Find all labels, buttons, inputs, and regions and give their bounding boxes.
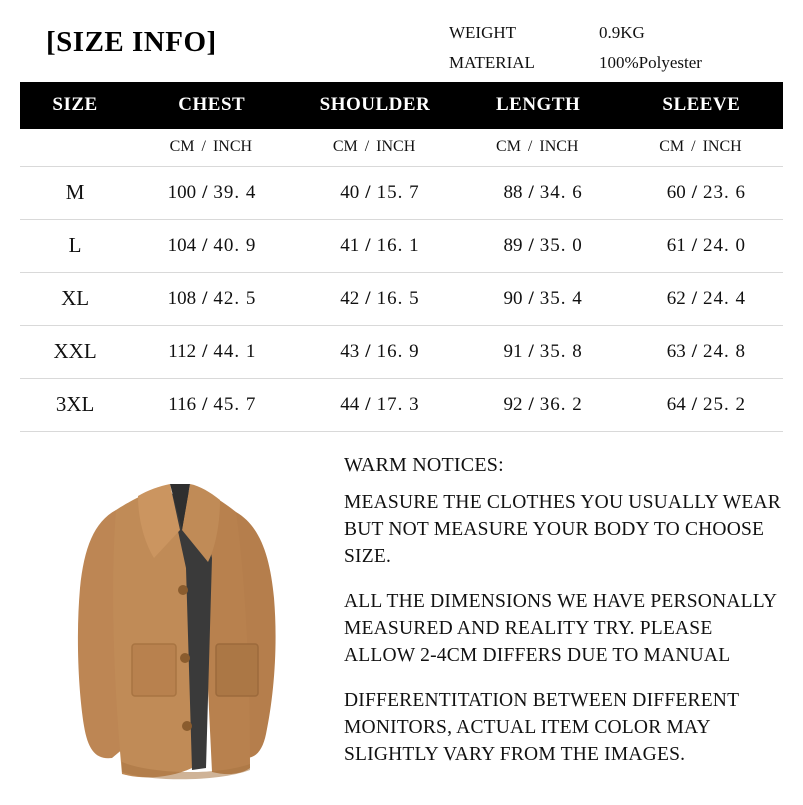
cell-chest [130,273,293,326]
cell-size: XXL [20,326,130,379]
unit-separator: / [201,138,206,155]
value-inch: 39. 4 [213,181,257,203]
bottom-section [0,432,803,805]
cell-sleeve [620,273,783,326]
value-inch: 24. 0 [703,234,747,256]
warm-notices [338,438,783,805]
value-inch: 24. 8 [703,340,747,362]
value-separator: / [528,287,534,309]
value-separator: / [202,287,208,309]
value-cm: 116 [168,393,197,415]
value-separator: / [528,181,534,203]
value-inch: 44. 1 [213,340,257,362]
value-separator: / [365,234,371,256]
column-header-chest: CHEST [130,82,293,129]
value-cm: 90 [503,287,523,309]
unit-inch: INCH [376,138,416,155]
cell-size: L [20,220,130,273]
value-cm: 40 [340,181,360,203]
value-cm: 63 [666,340,686,362]
value-cm: 108 [167,287,197,309]
value-cm: 42 [340,287,360,309]
notice-paragraph-1: MEASURE THE CLOTHES YOU USUALLY WEAR BUT NOT MEASURE YOUR BODY TO CHOOSE SIZE. [344,492,781,567]
column-header-length: LENGTH [457,82,620,129]
value-inch: 34. 6 [539,181,583,203]
table-body [20,129,783,432]
coat-button-3 [182,721,192,731]
value-separator: / [202,234,208,256]
unit-cm: CM [496,138,521,155]
value-separator: / [528,234,534,256]
table-header-row [20,82,783,129]
value-separator: / [365,340,371,362]
cell-length [457,220,620,273]
value-cm: 41 [340,234,360,256]
unit-separator: / [527,138,533,155]
unit-inch: INCH [539,138,579,155]
page-title: [SIZE INFO] [46,26,217,58]
unit-inch: INCH [702,138,742,155]
value-separator: / [691,287,698,309]
header [0,0,803,82]
cell-length [457,379,620,432]
cell-length [457,326,620,379]
notice-paragraph-3: DIFFERENTITATION BETWEEN DIFFERENT MONITORS, ACTUAL ITEM COLOR MAY SLIGHTLY VARY FROM THE IMAGES. [344,690,739,765]
unit-inch: INCH [212,138,253,155]
coat-button-1 [178,585,188,595]
cell-size: 3XL [20,379,130,432]
value-cm: 44 [340,393,360,415]
value-cm: 89 [503,234,523,256]
table-row [20,220,783,273]
cell-shoulder [293,326,456,379]
cell-length [457,273,620,326]
value-inch: 42. 5 [213,287,257,309]
table-row [20,273,783,326]
value-inch: 35. 4 [539,287,583,309]
cell-chest [130,220,293,273]
notices-heading: WARM NOTICES: [344,454,504,476]
cell-chest [130,167,293,220]
value-inch: 25. 2 [703,393,747,415]
cell-chest [130,379,293,432]
value-inch: 24. 4 [703,287,747,309]
unit-cell-sleeve [620,129,783,167]
table-row [20,167,783,220]
meta-label-weight: WEIGHT [449,23,517,42]
unit-cell-chest [130,129,293,167]
meta-row-weight [449,18,739,48]
meta-value-material: 100%Polyester [599,53,702,72]
value-cm: 61 [666,234,686,256]
meta-label-material: MATERIAL [449,53,535,72]
value-separator: / [202,340,208,362]
value-inch: 16. 5 [376,287,420,309]
value-inch: 17. 3 [376,393,420,415]
cell-sleeve [620,379,783,432]
coat-pocket-left [132,644,176,696]
unit-row [20,129,783,167]
value-inch: 15. 7 [376,181,420,203]
meta-value-weight: 0.9KG [599,23,645,42]
unit-cell-size [20,129,130,167]
value-cm: 88 [503,181,523,203]
cell-sleeve [620,326,783,379]
value-cm: 64 [666,393,686,415]
coat-illustration [20,438,338,805]
size-table [20,82,783,432]
coat-pocket-right [216,644,258,696]
column-header-sleeve: SLEEVE [620,82,783,129]
cell-sleeve [620,220,783,273]
value-cm: 43 [340,340,360,362]
value-cm: 91 [503,340,523,362]
value-separator: / [691,393,698,415]
value-cm: 92 [503,393,523,415]
value-separator: / [691,181,698,203]
cell-size: M [20,167,130,220]
value-separator: / [691,234,698,256]
column-header-size: SIZE [20,82,130,129]
coat-button-2 [180,653,190,663]
cell-shoulder [293,379,456,432]
product-meta [449,18,739,78]
column-header-shoulder: SHOULDER [293,82,456,129]
value-separator: / [365,393,371,415]
value-separator: / [365,287,371,309]
value-separator: / [365,181,371,203]
cell-chest [130,326,293,379]
value-inch: 23. 6 [703,181,747,203]
unit-cm: CM [169,138,195,155]
table-header [20,82,783,129]
value-cm: 100 [167,181,197,203]
value-cm: 60 [666,181,686,203]
unit-cm: CM [332,138,358,155]
cell-size: XL [20,273,130,326]
value-separator: / [202,181,208,203]
product-image [20,438,338,805]
value-inch: 16. 1 [376,234,420,256]
value-separator: / [691,340,698,362]
value-inch: 35. 8 [539,340,583,362]
value-inch: 35. 0 [539,234,583,256]
value-cm: 104 [167,234,197,256]
value-separator: / [528,393,534,415]
cell-shoulder [293,273,456,326]
cell-sleeve [620,167,783,220]
value-cm: 112 [168,340,197,362]
unit-cell-length [457,129,620,167]
value-cm: 62 [666,287,686,309]
notice-paragraph-2: ALL THE DIMENSIONS WE HAVE PERSONALLY MEASURED AND REALITY TRY. PLEASE ALLOW 2-4CM DIFFERS DUE TO MANUAL [344,591,777,666]
unit-cell-shoulder [293,129,456,167]
value-inch: 40. 9 [213,234,257,256]
value-inch: 16. 9 [376,340,420,362]
unit-cm: CM [659,138,685,155]
value-inch: 36. 2 [539,393,583,415]
unit-separator: / [364,138,370,155]
cell-length [457,167,620,220]
table-row [20,326,783,379]
unit-separator: / [691,138,696,155]
cell-shoulder [293,220,456,273]
cell-shoulder [293,167,456,220]
value-separator: / [528,340,534,362]
value-inch: 45. 7 [213,393,257,415]
table-row [20,379,783,432]
meta-row-material [449,48,739,78]
value-separator: / [202,393,208,415]
